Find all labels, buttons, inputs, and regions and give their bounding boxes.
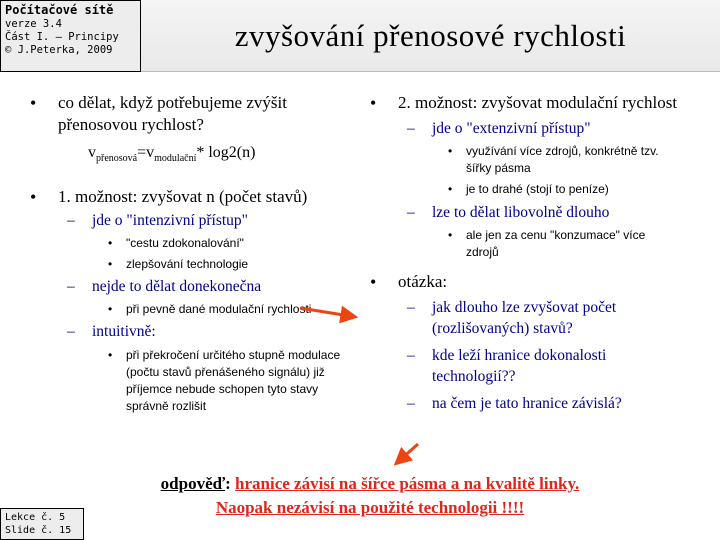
- vyuzivani-text: využívání více zdrojů, konkrétně tzv. šířky pásma: [466, 144, 659, 175]
- formula-eq: =v: [137, 144, 155, 161]
- nejde-text: nejde to dělat donekonečna: [92, 278, 262, 296]
- dash-icon: –: [67, 212, 75, 230]
- jak-dlouho-text: jak dlouho lze zvyšovat počet (rozlišovaných) stavů?: [432, 299, 617, 337]
- answer-text-2: Naopak nezávisí na použité technologii !!!!: [215, 498, 525, 517]
- dash-icon: –: [67, 323, 75, 341]
- bullet-icon: •: [448, 144, 453, 158]
- option-1-text: 1. možnost: zvyšovat n (počet stavů): [58, 187, 308, 207]
- part-label: Část I. – Principy: [5, 31, 119, 43]
- dash-icon: –: [407, 299, 415, 316]
- arrow-icon: [300, 308, 350, 316]
- lecture-number: Lekce č. 5: [5, 512, 66, 523]
- answer-line-2: [90, 496, 650, 520]
- formula-sub-modulacni: modulační: [154, 153, 197, 165]
- version-label: verze 3.4: [5, 18, 62, 30]
- slide-number: Slide č. 15: [5, 525, 72, 536]
- question-text: co dělat, když potřebujeme zvýšit přenosovou rychlost?: [58, 93, 287, 134]
- answer-colon: :: [225, 474, 231, 493]
- course-name: Počítačové sítě: [5, 3, 114, 17]
- dash-icon: –: [407, 204, 415, 221]
- slide-title: zvyšování přenosové rychlosti: [234, 18, 627, 53]
- bullet-icon: •: [108, 302, 113, 317]
- formula-rest: * log2(n): [196, 144, 256, 161]
- bullet-icon: •: [370, 272, 377, 292]
- bullet-icon: •: [30, 93, 37, 113]
- extenzivni-text: jde o "extenzivní přístup": [432, 120, 591, 137]
- otazka-text: otázka:: [398, 272, 448, 291]
- formula-sub-prenosova: přenosová: [96, 153, 138, 165]
- dash-icon: –: [407, 395, 415, 412]
- answer-label: odpověď: [160, 474, 226, 493]
- dash-icon: –: [407, 120, 415, 137]
- intenzivni-text: jde o "intenzivní přístup": [92, 212, 249, 230]
- pevne-text: při pevně dané modulační rychlosti: [126, 302, 312, 317]
- answer-text-1: hranice závisí na šířce pásma a na kvalitě linky.: [235, 474, 580, 493]
- answer-line-1: [90, 472, 650, 496]
- dash-icon: –: [407, 347, 415, 364]
- copyright-label: © J.Peterka, 2009: [5, 44, 113, 56]
- zavisla-text: na čem je tato hranice závislá?: [432, 395, 622, 412]
- libovolne-text: lze to dělat libovolně dlouho: [432, 204, 610, 221]
- bullet-icon: •: [370, 93, 377, 113]
- formula-v: v: [88, 144, 96, 161]
- prekroceni-text: při překročení určitého stupně modulace (počtu stavů přenášeného signálu) již příjemce nebude schopen tyto stavy správně rozlišit: [126, 348, 341, 414]
- konzumace-text: ale jen za cenu "konzumace" více zdrojů: [466, 228, 646, 259]
- bullet-icon: •: [448, 182, 453, 196]
- bullet-icon: •: [448, 228, 453, 242]
- bullet-icon: •: [108, 348, 113, 363]
- bullet-icon: •: [108, 257, 113, 272]
- bullet-icon: •: [30, 187, 37, 208]
- answer-block: [90, 472, 650, 520]
- arrow-icon: [400, 444, 418, 460]
- zlepsovani-text: zlepšování technologie: [126, 257, 249, 272]
- hranice-text: kde leží hranice dokonalosti technologií??: [432, 347, 607, 385]
- option-2-text: 2. možnost: zvyšovat modulační rychlost: [398, 93, 678, 112]
- bullet-icon: •: [108, 236, 113, 251]
- intuitivne-text: intuitivně:: [92, 323, 156, 341]
- drahe-text: je to drahé (stojí to peníze): [466, 182, 609, 196]
- cestou-text: "cestu zdokonalování": [126, 236, 244, 251]
- dash-icon: –: [67, 278, 75, 296]
- lecture-info-box: [0, 508, 84, 540]
